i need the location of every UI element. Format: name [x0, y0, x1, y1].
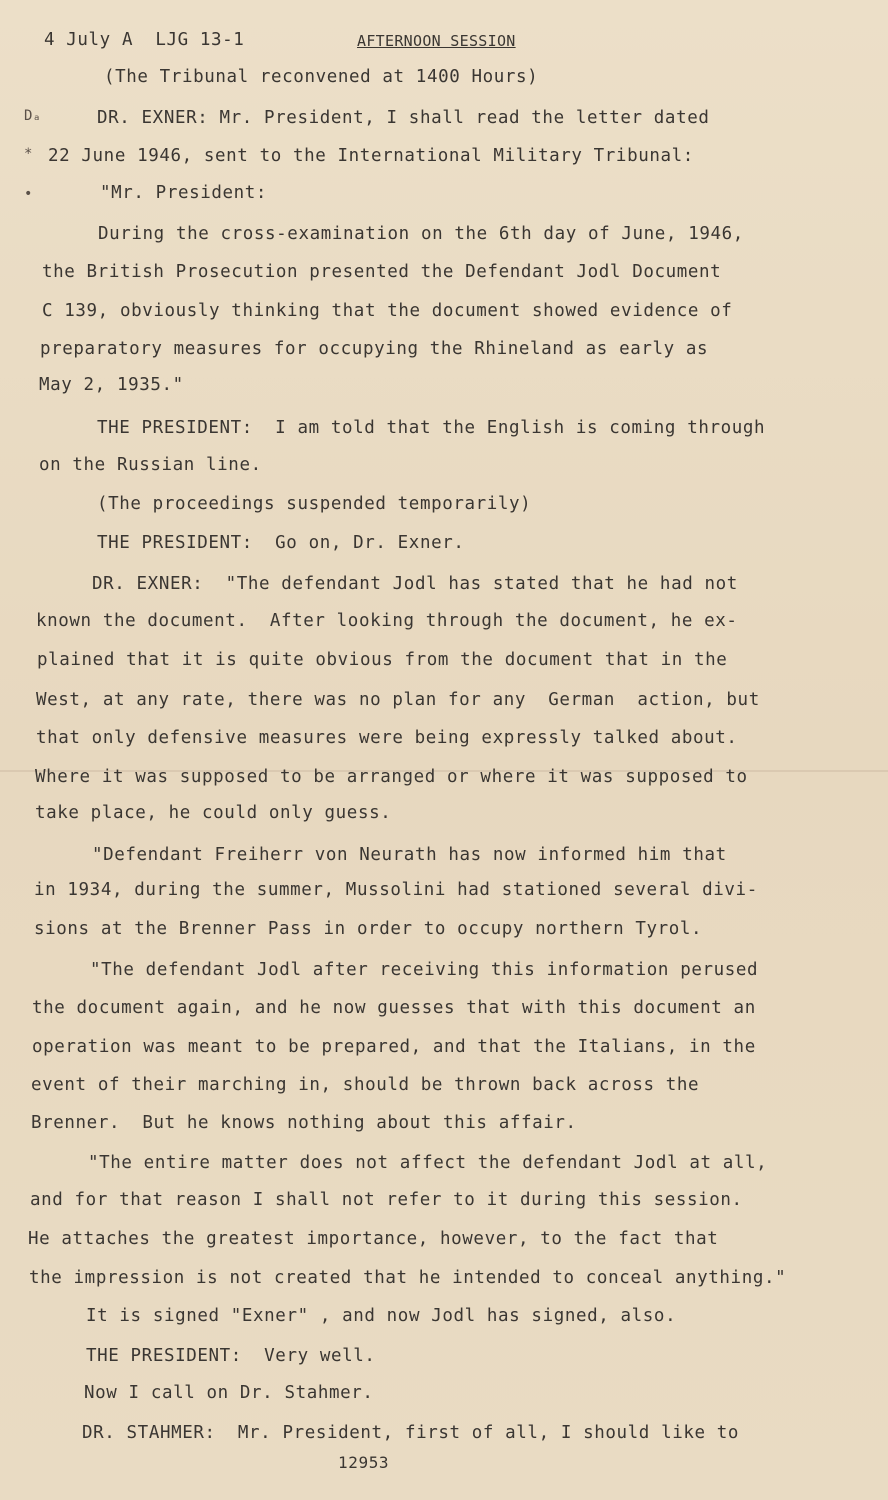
header-reference: 4 July A LJG 13-1 — [44, 30, 245, 50]
text-line: It is signed "Exner" , and now Jodl has signed, also. — [86, 1306, 677, 1326]
margin-mark: • — [24, 186, 33, 202]
text-line: "Mr. President: — [100, 183, 268, 203]
text-line: known the document. After looking through the document, he ex- — [36, 611, 738, 631]
text-line: the impression is not created that he intended to conceal anything." — [29, 1268, 787, 1288]
text-line: the document again, and he now guesses that with this document an — [32, 998, 756, 1018]
text-line: and for that reason I shall not refer to it during this session. — [30, 1190, 743, 1210]
text-line: West, at any rate, there was no plan for any German action, but — [36, 690, 760, 710]
text-line: "The entire matter does not affect the defendant Jodl at all, — [88, 1153, 768, 1173]
text-line: DR. EXNER: Mr. President, I shall read the letter dated — [97, 108, 710, 128]
text-line: plained that it is quite obvious from the document that in the — [37, 650, 728, 670]
margin-mark: * — [24, 146, 33, 162]
text-line: preparatory measures for occupying the Rhineland as early as — [40, 339, 709, 359]
text-line: THE PRESIDENT: Very well. — [86, 1346, 376, 1366]
text-line: Now I call on Dr. Stahmer. — [84, 1383, 374, 1403]
text-line: He attaches the greatest importance, however, to the fact that — [28, 1229, 719, 1249]
page-number: 12953 — [338, 1453, 390, 1472]
margin-mark: Dₐ — [24, 108, 41, 124]
text-line: (The proceedings suspended temporarily) — [97, 494, 532, 514]
text-line: C 139, obviously thinking that the document showed evidence of — [42, 301, 733, 321]
text-line: Where it was supposed to be arranged or where it was supposed to — [35, 767, 748, 787]
text-line: (The Tribunal reconvened at 1400 Hours) — [104, 67, 539, 87]
text-line: DR. STAHMER: Mr. President, first of all, I should like to — [82, 1423, 740, 1443]
text-line: "The defendant Jodl after receiving this information perused — [90, 960, 759, 980]
text-line: in 1934, during the summer, Mussolini had stationed several divi- — [34, 880, 758, 900]
text-line: take place, he could only guess. — [35, 803, 392, 823]
text-line: 22 June 1946, sent to the International Military Tribunal: — [48, 146, 694, 166]
text-line: the British Prosecution presented the Defendant Jodl Document — [42, 262, 722, 282]
text-line: May 2, 1935." — [39, 375, 184, 395]
text-line: event of their marching in, should be thrown back across the — [31, 1075, 700, 1095]
text-line: "Defendant Freiherr von Neurath has now informed him that — [92, 845, 727, 865]
text-line: During the cross-examination on the 6th day of June, 1946, — [98, 224, 744, 244]
text-line: THE PRESIDENT: Go on, Dr. Exner. — [97, 533, 465, 553]
text-line: that only defensive measures were being expressly talked about. — [36, 728, 738, 748]
text-line: THE PRESIDENT: I am told that the English is coming through — [97, 418, 766, 438]
text-line: Brenner. But he knows nothing about this affair. — [31, 1113, 577, 1133]
text-line: DR. EXNER: "The defendant Jodl has stated that he had not — [92, 574, 738, 594]
text-line: on the Russian line. — [39, 455, 262, 475]
session-title: AFTERNOON SESSION — [357, 32, 516, 50]
text-line: sions at the Brenner Pass in order to occupy northern Tyrol. — [34, 919, 703, 939]
text-line: operation was meant to be prepared, and that the Italians, in the — [32, 1037, 756, 1057]
